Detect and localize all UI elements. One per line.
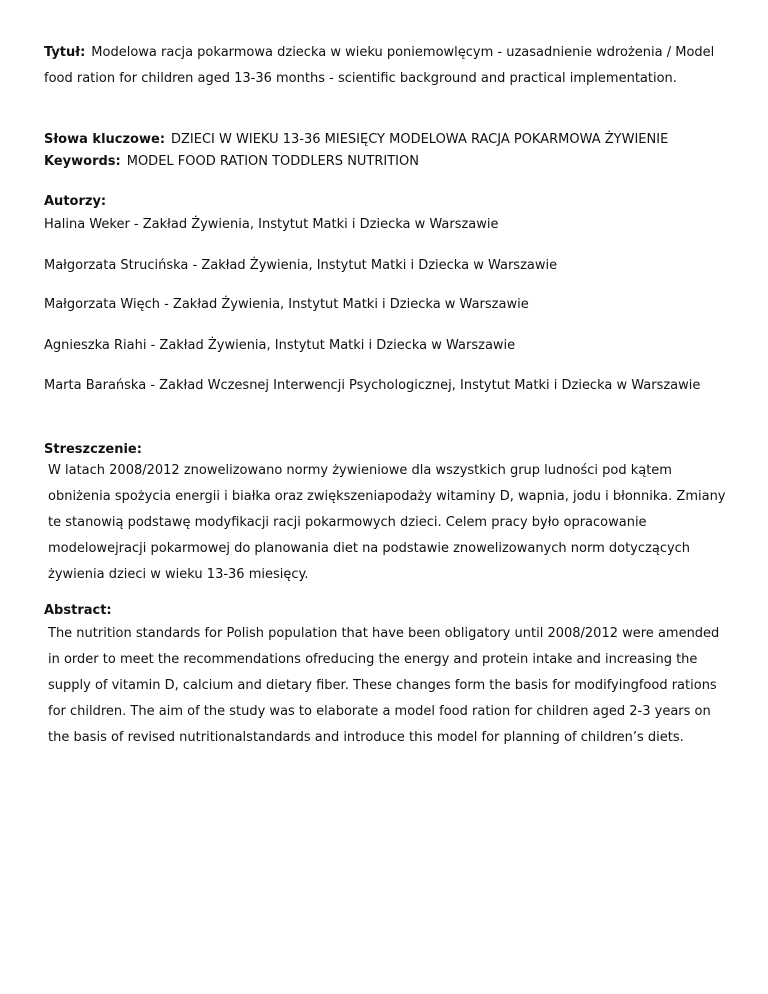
- title-text: Modelowa racja pokarmowa dziecka w wieku poniemowlęcym - uzasadnienie wdrożenia / Model food ration for children aged 13-36 months - scientific background and practical implementation.: [44, 45, 715, 86]
- keywords-pl-text: DZIECI W WIEKU 13-36 MIESIĘCY MODELOWA RACJA POKARMOWA ŻYWIENIE: [171, 132, 669, 147]
- abstract-text: The nutrition standards for Polish population that have been obligatory until 2008/2012 were amended in order to meet the recommendations ofreducing the energy and protein intake and increasing the supply of vitamin D, calcium and dietary fiber. These changes form the basis for modifyingfood rations for children. The aim of the study was to elaborate a model food ration for children aged 2-3 years on the basis of revised nutritionalstandards and introduce this model for planning of children’s diets.: [48, 626, 720, 745]
- author-item: Agnieszka Riahi - Zakład Żywienia, Instytut Matki i Dziecka w Warszawie: [44, 338, 516, 353]
- summary-text: W latach 2008/2012 znowelizowano normy żywieniowe dla wszystkich grup ludności pod kątem obniżenia spożycia energii i białka oraz zwiększeniapodaży witaminy D, wapnia, jodu i błonnika. Zmiany te stanowią podstawę modyfikacji racji pokarmowych dzieci. Celem pracy było opracowanie modelowejracji pokarmowej do planowania diet na podstawie znowelizowanych norm dotyczących żywienia dzieci w wieku 13-36 miesięcy.: [48, 463, 726, 582]
- abstract-label: Abstract:: [44, 603, 112, 618]
- title-section: [44, 40, 724, 92]
- keywords-en-label: Keywords:: [44, 154, 121, 169]
- author-item: Marta Barańska - Zakład Wczesnej Interwencji Psychologicznej, Instytut Matki i Dziecka w Warszawie: [44, 378, 701, 393]
- author-item: Małgorzata Strucińska - Zakład Żywienia, Instytut Matki i Dziecka w Warszawie: [44, 258, 558, 273]
- keywords-en-section: [44, 149, 724, 175]
- authors-label: Autorzy:: [44, 194, 107, 209]
- keywords-en-text: MODEL FOOD RATION TODDLERS NUTRITION: [126, 154, 419, 169]
- keywords-pl-label: Słowa kluczowe:: [44, 132, 166, 147]
- title-label: Tytuł:: [44, 45, 86, 60]
- author-item: Halina Weker - Zakład Żywienia, Instytut Matki i Dziecka w Warszawie: [44, 217, 499, 232]
- summary-label: Streszczenie:: [44, 442, 142, 457]
- author-item: Małgorzata Więch - Zakład Żywienia, Instytut Matki i Dziecka w Warszawie: [44, 297, 529, 312]
